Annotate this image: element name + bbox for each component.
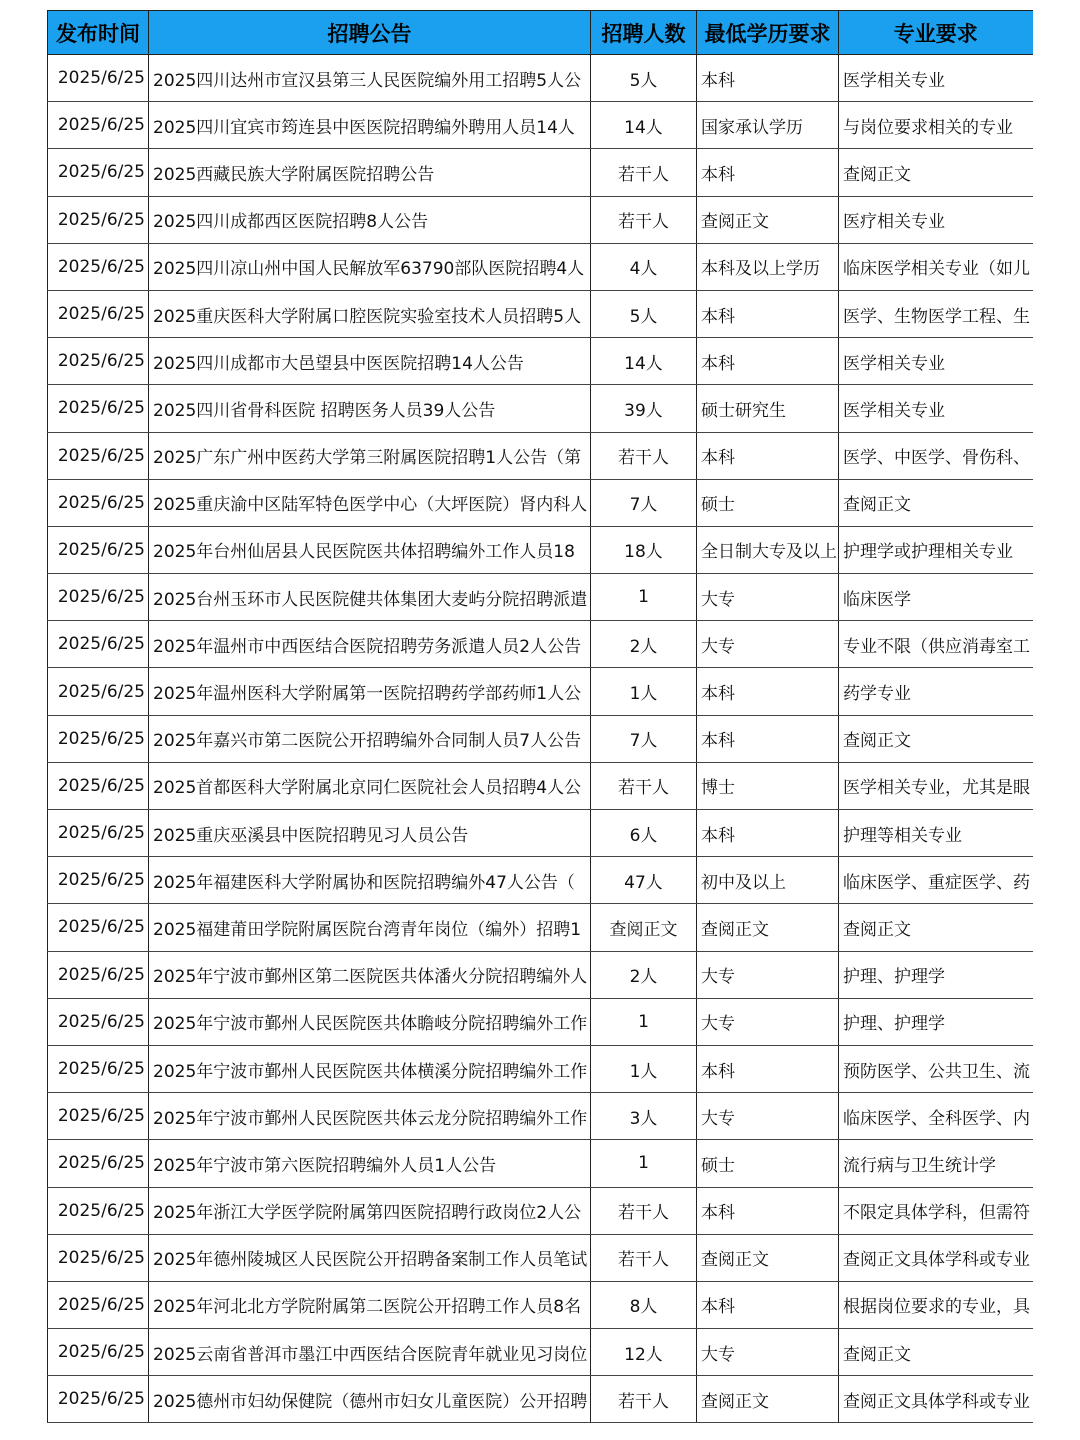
table-row (48, 149, 1033, 196)
table-row (48, 1376, 1033, 1423)
cell-date: 2025/6/25 (48, 432, 149, 479)
cell-date: 2025/6/25 (48, 1140, 149, 1187)
recruitment-table-container (47, 10, 1033, 1423)
cell-count: 2人 (591, 951, 697, 998)
cell-count: 5人 (591, 55, 697, 102)
table-row (48, 432, 1033, 479)
cell-count: 6人 (591, 810, 697, 857)
cell-count: 39人 (591, 385, 697, 432)
table-row (48, 1045, 1033, 1092)
cell-education: 大专 (697, 1329, 839, 1376)
table-body (48, 55, 1033, 1423)
cell-major: 预防医学、公共卫生、流 (839, 1045, 1033, 1092)
cell-major: 流行病与卫生统计学 (839, 1140, 1033, 1187)
cell-count: 1人 (591, 1045, 697, 1092)
cell-date: 2025/6/25 (48, 196, 149, 243)
table-header-row (48, 11, 1033, 55)
cell-major: 查阅正文 (839, 904, 1033, 951)
cell-major: 与岗位要求相关的专业 (839, 102, 1033, 149)
table-row (48, 479, 1033, 526)
cell-count: 若干人 (591, 196, 697, 243)
cell-title[interactable]: 2025年河北北方学院附属第二医院公开招聘工作人员8名 (149, 1281, 591, 1328)
cell-major: 医学、生物医学工程、生 (839, 290, 1033, 337)
cell-count: 1 (591, 574, 697, 621)
cell-title[interactable]: 2025四川凉山州中国人民解放军63790部队医院招聘4人 (149, 243, 591, 290)
cell-education: 查阅正文 (697, 1376, 839, 1423)
cell-education: 本科 (697, 1281, 839, 1328)
cell-title[interactable]: 2025年温州市中西医结合医院招聘劳务派遣人员2人公告 (149, 621, 591, 668)
cell-date: 2025/6/25 (48, 1234, 149, 1281)
cell-date: 2025/6/25 (48, 149, 149, 196)
table-row (48, 574, 1033, 621)
cell-education: 本科 (697, 290, 839, 337)
cell-education: 大专 (697, 951, 839, 998)
cell-date: 2025/6/25 (48, 385, 149, 432)
cell-major: 医学相关专业 (839, 385, 1033, 432)
cell-count: 14人 (591, 338, 697, 385)
cell-education: 本科 (697, 1045, 839, 1092)
table-row (48, 1187, 1033, 1234)
cell-title[interactable]: 2025年浙江大学医学院附属第四医院招聘行政岗位2人公 (149, 1187, 591, 1234)
cell-major: 临床医学、重症医学、药 (839, 857, 1033, 904)
cell-count: 5人 (591, 290, 697, 337)
cell-title[interactable]: 2025广东广州中医药大学第三附属医院招聘1人公告（第 (149, 432, 591, 479)
cell-count: 若干人 (591, 762, 697, 809)
cell-date: 2025/6/25 (48, 55, 149, 102)
cell-title[interactable]: 2025福建莆田学院附属医院台湾青年岗位（编外）招聘1 (149, 904, 591, 951)
cell-education: 本科 (697, 149, 839, 196)
cell-count: 2人 (591, 621, 697, 668)
table-row (48, 668, 1033, 715)
table-row (48, 715, 1033, 762)
cell-education: 查阅正文 (697, 904, 839, 951)
cell-education: 本科 (697, 338, 839, 385)
table-row (48, 1234, 1033, 1281)
cell-title[interactable]: 2025年温州医科大学附属第一医院招聘药学部药师1人公 (149, 668, 591, 715)
table-row (48, 762, 1033, 809)
cell-major: 护理学或护理相关专业 (839, 526, 1033, 573)
cell-title[interactable]: 2025年宁波市鄞州区第二医院医共体潘火分院招聘编外人 (149, 951, 591, 998)
cell-count: 若干人 (591, 1234, 697, 1281)
cell-date: 2025/6/25 (48, 102, 149, 149)
cell-education: 查阅正文 (697, 1234, 839, 1281)
cell-title[interactable]: 2025年台州仙居县人民医院医共体招聘编外工作人员18 (149, 526, 591, 573)
cell-major: 护理、护理学 (839, 951, 1033, 998)
cell-major: 临床医学相关专业（如儿 (839, 243, 1033, 290)
cell-education: 本科 (697, 432, 839, 479)
cell-major: 药学专业 (839, 668, 1033, 715)
cell-major: 专业不限（供应消毒室工 (839, 621, 1033, 668)
cell-count: 若干人 (591, 1376, 697, 1423)
cell-title[interactable]: 2025重庆巫溪县中医院招聘见习人员公告 (149, 810, 591, 857)
table-row (48, 1140, 1033, 1187)
cell-title[interactable]: 2025年宁波市鄞州人民医院医共体横溪分院招聘编外工作 (149, 1045, 591, 1092)
cell-date: 2025/6/25 (48, 574, 149, 621)
cell-education: 大专 (697, 574, 839, 621)
header-count: 招聘人数 (591, 11, 697, 55)
cell-major: 查阅正文 (839, 149, 1033, 196)
cell-date: 2025/6/25 (48, 338, 149, 385)
cell-title[interactable]: 2025云南省普洱市墨江中西医结合医院青年就业见习岗位 (149, 1329, 591, 1376)
table-row (48, 338, 1033, 385)
cell-major: 医疗相关专业 (839, 196, 1033, 243)
cell-count: 7人 (591, 479, 697, 526)
cell-count: 若干人 (591, 1187, 697, 1234)
cell-title[interactable]: 2025首都医科大学附属北京同仁医院社会人员招聘4人公 (149, 762, 591, 809)
cell-education: 博士 (697, 762, 839, 809)
cell-title[interactable]: 2025重庆渝中区陆军特色医学中心（大坪医院）肾内科人 (149, 479, 591, 526)
cell-major: 护理、护理学 (839, 998, 1033, 1045)
cell-date: 2025/6/25 (48, 762, 149, 809)
cell-major: 根据岗位要求的专业，具 (839, 1281, 1033, 1328)
cell-major: 护理等相关专业 (839, 810, 1033, 857)
cell-education: 本科 (697, 715, 839, 762)
cell-major: 临床医学 (839, 574, 1033, 621)
cell-education: 国家承认学历 (697, 102, 839, 149)
cell-date: 2025/6/25 (48, 951, 149, 998)
cell-title[interactable]: 2025四川达州市宣汉县第三人民医院编外用工招聘5人公 (149, 55, 591, 102)
cell-title[interactable]: 2025西藏民族大学附属医院招聘公告 (149, 149, 591, 196)
table-row (48, 243, 1033, 290)
cell-major: 医学、中医学、骨伤科、 (839, 432, 1033, 479)
cell-date: 2025/6/25 (48, 1329, 149, 1376)
header-title: 招聘公告 (149, 11, 591, 55)
cell-date: 2025/6/25 (48, 1281, 149, 1328)
cell-count: 1人 (591, 668, 697, 715)
cell-education: 查阅正文 (697, 196, 839, 243)
cell-date: 2025/6/25 (48, 526, 149, 573)
cell-count: 4人 (591, 243, 697, 290)
cell-education: 硕士研究生 (697, 385, 839, 432)
cell-date: 2025/6/25 (48, 621, 149, 668)
cell-title[interactable]: 2025重庆医科大学附属口腔医院实验室技术人员招聘5人 (149, 290, 591, 337)
cell-count: 47人 (591, 857, 697, 904)
cell-title[interactable]: 2025年宁波市鄞州人民医院医共体云龙分院招聘编外工作 (149, 1093, 591, 1140)
cell-title[interactable]: 2025年宁波市第六医院招聘编外人员1人公告 (149, 1140, 591, 1187)
cell-date: 2025/6/25 (48, 1376, 149, 1423)
cell-title[interactable]: 2025年福建医科大学附属协和医院招聘编外47人公告（ (149, 857, 591, 904)
cell-date: 2025/6/25 (48, 479, 149, 526)
cell-title[interactable]: 2025四川宜宾市筠连县中医医院招聘编外聘用人员14人 (149, 102, 591, 149)
cell-major: 查阅正文 (839, 479, 1033, 526)
cell-title[interactable]: 2025年嘉兴市第二医院公开招聘编外合同制人员7人公告 (149, 715, 591, 762)
cell-title[interactable]: 2025年德州陵城区人民医院公开招聘备案制工作人员笔试 (149, 1234, 591, 1281)
header-date: 发布时间 (48, 11, 149, 55)
cell-count: 若干人 (591, 432, 697, 479)
table-row (48, 857, 1033, 904)
cell-education: 初中及以上 (697, 857, 839, 904)
table-row (48, 1281, 1033, 1328)
cell-major: 查阅正文 (839, 1329, 1033, 1376)
cell-count: 12人 (591, 1329, 697, 1376)
table-row (48, 1093, 1033, 1140)
cell-date: 2025/6/25 (48, 1187, 149, 1234)
cell-date: 2025/6/25 (48, 668, 149, 715)
table-row (48, 196, 1033, 243)
cell-education: 本科及以上学历 (697, 243, 839, 290)
cell-count: 3人 (591, 1093, 697, 1140)
cell-education: 全日制大专及以上 (697, 526, 839, 573)
table-row (48, 526, 1033, 573)
cell-title[interactable]: 2025德州市妇幼保健院（德州市妇女儿童医院）公开招聘 (149, 1376, 591, 1423)
table-row (48, 1329, 1033, 1376)
table-row (48, 810, 1033, 857)
cell-count: 若干人 (591, 149, 697, 196)
cell-count: 14人 (591, 102, 697, 149)
cell-date: 2025/6/25 (48, 1045, 149, 1092)
cell-date: 2025/6/25 (48, 904, 149, 951)
cell-major: 医学相关专业，尤其是眼 (839, 762, 1033, 809)
cell-education: 硕士 (697, 479, 839, 526)
cell-title[interactable]: 2025四川成都市大邑望县中医医院招聘14人公告 (149, 338, 591, 385)
cell-count: 查阅正文 (591, 904, 697, 951)
table-row (48, 55, 1033, 102)
header-major: 专业要求 (839, 11, 1033, 55)
cell-date: 2025/6/25 (48, 810, 149, 857)
table-row (48, 998, 1033, 1045)
cell-education: 大专 (697, 998, 839, 1045)
cell-major: 查阅正文具体学科或专业 (839, 1234, 1033, 1281)
cell-date: 2025/6/25 (48, 715, 149, 762)
cell-title[interactable]: 2025四川成都西区医院招聘8人公告 (149, 196, 591, 243)
header-education: 最低学历要求 (697, 11, 839, 55)
table-row (48, 951, 1033, 998)
cell-date: 2025/6/25 (48, 1093, 149, 1140)
cell-date: 2025/6/25 (48, 290, 149, 337)
recruitment-table (47, 10, 1033, 1423)
cell-major: 医学相关专业 (839, 55, 1033, 102)
table-row (48, 290, 1033, 337)
cell-date: 2025/6/25 (48, 998, 149, 1045)
cell-major: 查阅正文 (839, 715, 1033, 762)
cell-education: 本科 (697, 810, 839, 857)
cell-education: 大专 (697, 621, 839, 668)
cell-title[interactable]: 2025台州玉环市人民医院健共体集团大麦屿分院招聘派遣 (149, 574, 591, 621)
cell-education: 硕士 (697, 1140, 839, 1187)
cell-major: 查阅正文具体学科或专业 (839, 1376, 1033, 1423)
cell-count: 8人 (591, 1281, 697, 1328)
cell-education: 大专 (697, 1093, 839, 1140)
cell-title[interactable]: 2025四川省骨科医院 招聘医务人员39人公告 (149, 385, 591, 432)
cell-education: 本科 (697, 1187, 839, 1234)
table-row (48, 904, 1033, 951)
table-row (48, 385, 1033, 432)
cell-title[interactable]: 2025年宁波市鄞州人民医院医共体瞻岐分院招聘编外工作 (149, 998, 591, 1045)
cell-count: 7人 (591, 715, 697, 762)
cell-education: 本科 (697, 668, 839, 715)
cell-date: 2025/6/25 (48, 243, 149, 290)
cell-date: 2025/6/25 (48, 857, 149, 904)
table-row (48, 102, 1033, 149)
cell-major: 医学相关专业 (839, 338, 1033, 385)
cell-count: 1 (591, 998, 697, 1045)
cell-count: 1 (591, 1140, 697, 1187)
cell-education: 本科 (697, 55, 839, 102)
cell-major: 临床医学、全科医学、内 (839, 1093, 1033, 1140)
cell-count: 18人 (591, 526, 697, 573)
table-row (48, 621, 1033, 668)
cell-major: 不限定具体学科，但需符 (839, 1187, 1033, 1234)
